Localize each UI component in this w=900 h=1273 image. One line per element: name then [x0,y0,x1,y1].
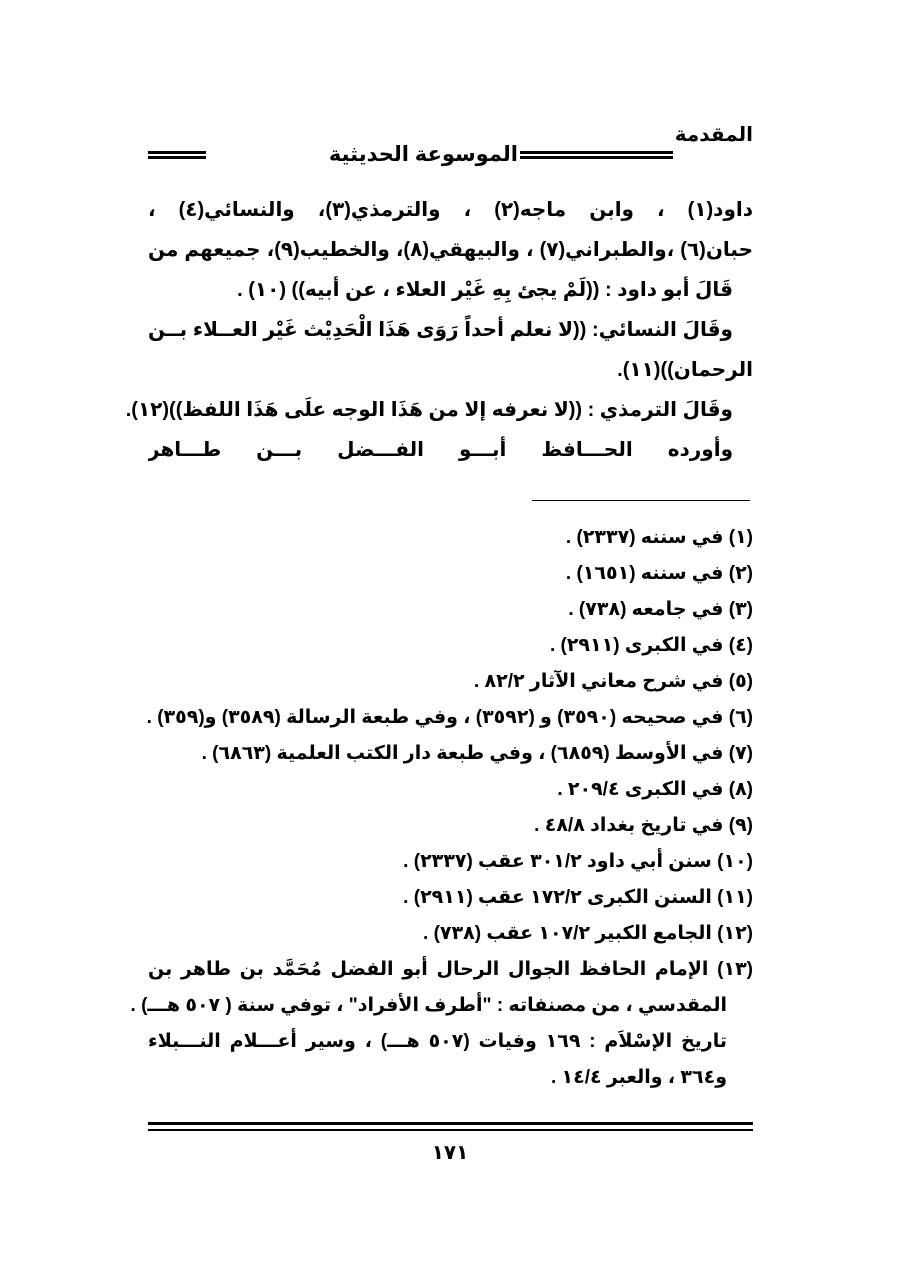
footnote: (١٢) الجامع الكبير ١٠٧/٢ عقب (٧٣٨) . [423,923,753,944]
footnotes [130,520,753,1096]
book-title: الموسوعة الحديثية [328,143,518,166]
text-line: داود(١) ، وابن ماجه(٢) ، والترمذي(٣)، والنسائي(٤) ، [148,199,753,221]
footnote-separator [532,500,750,501]
footnote-continuation: تاريخ الإسْلاَم : ١٦٩ وفيات (٥٠٧ هـــ) ، وسير أعـــلام النـــبلاء [148,1031,727,1052]
text-line: حبان(٦) ،والطبراني(٧) ، والبيهقي(٨)، والخطيب(٩)، جميعهم من [148,239,753,261]
footnote: (٨) في الكبرى ٢٠٩/٤ . [557,779,753,800]
text-line: قَالَ أبو داود : ((لَمْ يجئ بِهِ غَيْر العلاء ، عن أبيه)) (١٠) . [237,279,733,301]
footnote: (١٠) سنن أبي داود ٣٠١/٢ عقب (٢٣٣٧) . [403,851,753,872]
footnote-continuation: و٣٦٤ ، والعبر ١٤/٤ . [550,1067,727,1088]
text-line: وقَالَ الترمذي : ((لا نعرفه إلا من هَذَا الوجه علَى هَذَا اللفظ))(١٢). [125,399,733,421]
footnote: (٤) في الكبرى (٢٩١١) . [549,635,753,656]
header-rule [520,151,673,154]
footnote: (٦) في صحيحه (٣٥٩٠) و (٣٥٩٢) ، وفي طبعة الرسالة (٣٥٨٩) و(٣٥٩) . [146,707,753,728]
running-header [148,120,753,168]
footnote-continuation: المقدسي ، من مصنفاته : "أطرف الأفراد" ، توفي سنة ( ٥٠٧ هـــ) . [130,995,727,1016]
header-rule [148,156,206,159]
footnote: (١٣) الإمام الحافظ الجوال الرحال أبو الفضل مُحَمَّد بن طاهر بن [148,959,753,980]
footnote: (٢) في سننه (١٦٥١) . [565,563,753,584]
text-line: الرحمان))(١١). [617,359,753,381]
section-title: المقدمة [674,124,753,146]
footer-rule [148,1129,753,1131]
header-rule [148,151,206,154]
footnote: (٩) في تاريخ بغداد ٤٨/٨ . [534,815,753,836]
text-line: وأورده الحـــافظ أبـــو الفـــضل بـــن طـــاهر [148,439,733,461]
header-rule [520,156,673,159]
footnote: (٣) في جامعه (٧٣٨) . [568,599,753,620]
text-line: وقَالَ النسائي: ((لا نعلم أحداً رَوَى هَذَا الْحَدِيْث غَيْر العــلاء بــن [148,319,733,341]
footnote: (١) في سننه (٢٣٣٧) . [565,527,753,548]
footer-rule [148,1122,753,1125]
footnote: (٥) في شرح معاني الآثار ٨٢/٢ . [473,671,753,692]
page-number: ١٧١ [431,1142,469,1164]
footnote: (١١) السنن الكبرى ١٧٢/٢ عقب (٢٩١١) . [403,887,753,908]
main-text [125,190,753,470]
footnote: (٧) في الأوسط (٦٨٥٩) ، وفي طبعة دار الكتب العلمية (٦٨٦٣) . [201,743,753,764]
